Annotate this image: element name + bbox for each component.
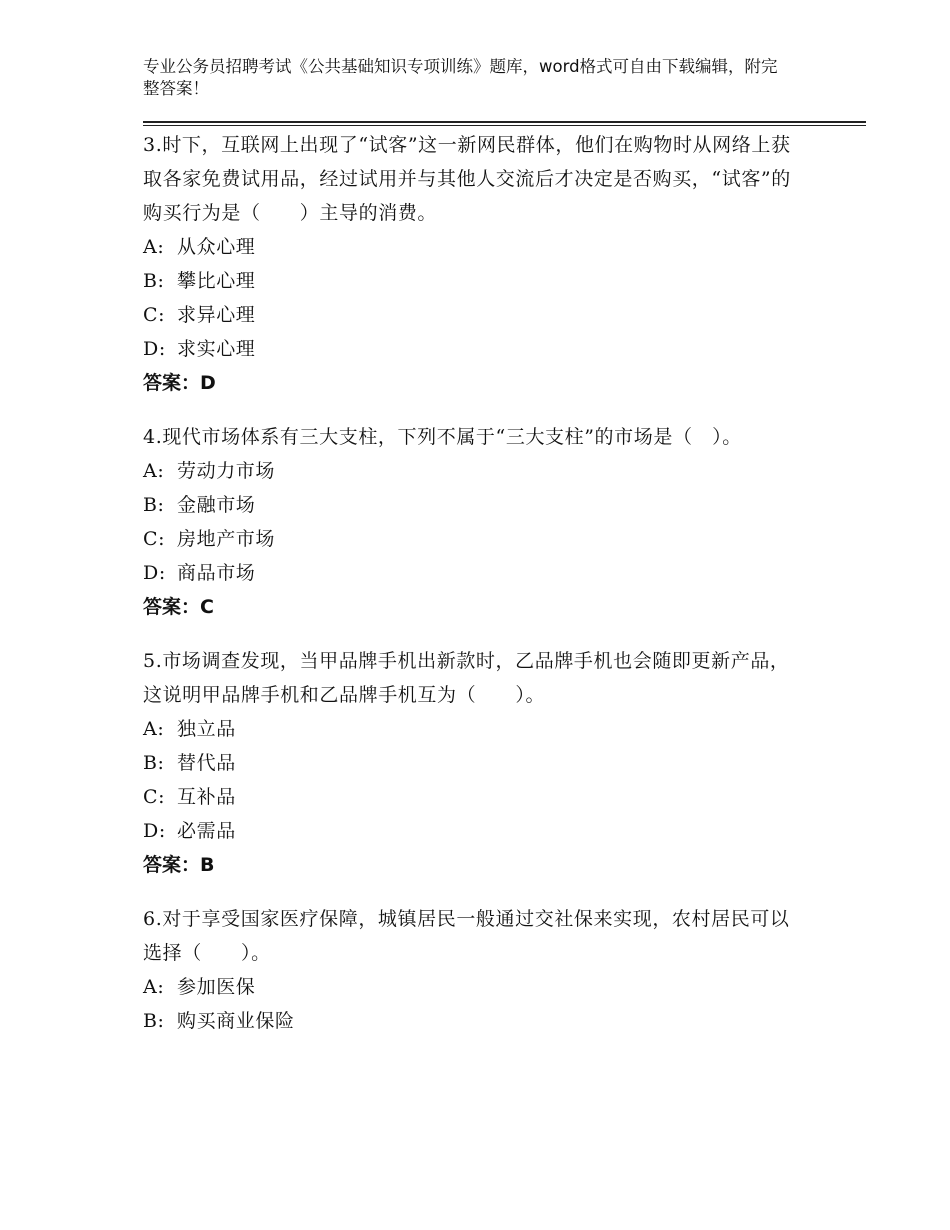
option-text: 金融市场 [177, 494, 256, 516]
option-text: 求异心理 [177, 304, 256, 326]
option-letter: A: [143, 718, 165, 740]
header-rule-thick [143, 121, 866, 123]
option-text: 必需品 [177, 820, 236, 842]
option-letter: B: [143, 270, 165, 292]
question-list [143, 128, 803, 1058]
option-c [143, 298, 803, 332]
option-a [143, 454, 803, 488]
option-d [143, 814, 803, 848]
option-c [143, 522, 803, 556]
option-c [143, 780, 803, 814]
option-letter: D: [143, 562, 166, 584]
option-text: 参加医保 [177, 976, 256, 998]
question-stem: 5.市场调查发现，当甲品牌手机出新款时，乙品牌手机也会随即更新产品，这说明甲品牌手机和乙品牌手机互为（ ）。 [143, 650, 790, 706]
option-b [143, 746, 803, 780]
question-stem: 4.现代市场体系有三大支柱，下列不属于“三大支柱”的市场是（ ）。 [143, 426, 742, 448]
option-text: 独立品 [177, 718, 236, 740]
option-text: 从众心理 [177, 236, 256, 258]
option-letter: C: [143, 528, 166, 550]
answer-line: 答案：B [143, 854, 215, 876]
header-rule-thin [143, 125, 866, 126]
option-letter: C: [143, 786, 166, 808]
option-text: 互补品 [177, 786, 236, 808]
option-letter: A: [143, 976, 165, 998]
option-text: 求实心理 [177, 338, 256, 360]
option-a [143, 712, 803, 746]
option-text: 房地产市场 [177, 528, 276, 550]
option-letter: B: [143, 752, 165, 774]
option-letter: D: [143, 338, 166, 360]
question-6 [143, 902, 803, 1038]
question-3 [143, 128, 803, 400]
answer-line: 答案：D [143, 372, 216, 394]
option-letter: A: [143, 460, 165, 482]
page-header: 专业公务员招聘考试《公共基础知识专项训练》题库，word格式可自由下载编辑，附完整答案！ [143, 57, 778, 98]
question-stem: 6.对于享受国家医疗保障，城镇居民一般通过交社保来实现，农村居民可以选择（ ）。 [143, 908, 790, 964]
option-b [143, 264, 803, 298]
option-letter: B: [143, 494, 165, 516]
option-a [143, 230, 803, 264]
option-b [143, 488, 803, 522]
option-a [143, 970, 803, 1004]
option-text: 商品市场 [177, 562, 256, 584]
option-text: 替代品 [177, 752, 236, 774]
option-b [143, 1004, 803, 1038]
question-stem: 3.时下，互联网上出现了“试客”这一新网民群体，他们在购物时从网络上获取各家免费试用品，经过试用并与其他人交流后才决定是否购买，“试客”的购买行为是（ ）主导的消费。 [143, 134, 791, 224]
option-letter: D: [143, 820, 166, 842]
question-5 [143, 644, 803, 882]
question-4 [143, 420, 803, 624]
option-text: 攀比心理 [177, 270, 256, 292]
option-letter: A: [143, 236, 165, 258]
answer-line: 答案：C [143, 596, 214, 618]
option-d [143, 332, 803, 366]
option-letter: B: [143, 1010, 165, 1032]
option-text: 购买商业保险 [177, 1010, 295, 1032]
option-d [143, 556, 803, 590]
option-letter: C: [143, 304, 166, 326]
option-text: 劳动力市场 [177, 460, 276, 482]
